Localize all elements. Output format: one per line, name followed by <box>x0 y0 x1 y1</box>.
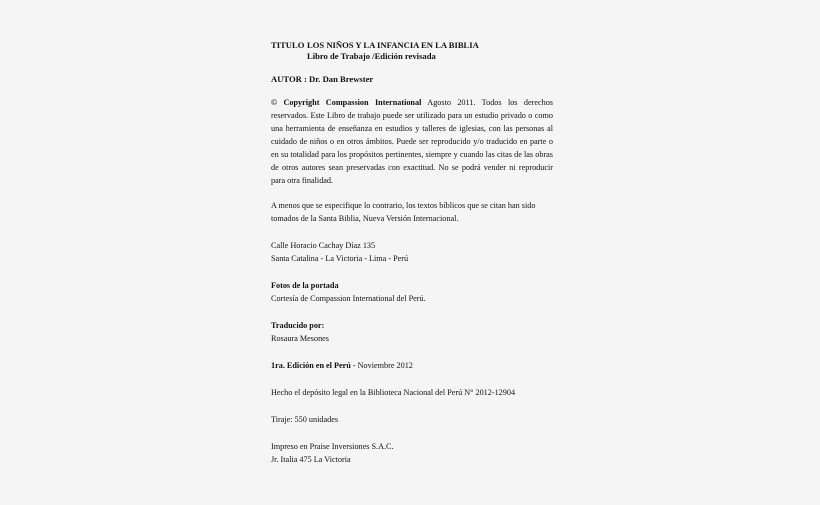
copyright-paragraph <box>271 96 553 187</box>
copyright-text: Agosto 2011. Todos los derechos reservados. Este Libro de trabajo puede ser utilizado para un estudio privado o como una herramienta de enseñanza en estudios y talleres de iglesias, con las personas al cuidado de niños o en otros ámbitos. Puede ser reproducido y/o traducido en parte o en su totalidad para los propósitos pertinentes, siempre y cuando las citas de las obras de otros autores sean preservadas con exactitud. No se podrá vender ni reproducir para otra finalidad. <box>271 98 553 185</box>
address-block <box>271 239 553 265</box>
printer-line-1: Impreso en Praise Inversiones S.A.C. <box>271 442 394 451</box>
copyright-page-content <box>271 40 553 466</box>
copyright-holder: © Copyright Compassion International <box>271 98 422 107</box>
edition-date: - Noviembre 2012 <box>350 361 413 370</box>
photos-heading: Fotos de la portada <box>271 281 339 290</box>
author-line: AUTOR : Dr. Dan Brewster <box>271 74 374 84</box>
bible-note: A menos que se especifique lo contrario, los textos bíblicos que se citan han sido tomados de la Santa Biblia, Nueva Versión Internacional. <box>271 201 536 223</box>
photos-block <box>271 279 553 305</box>
printer-line-2: Jr. Italia 475 La Victoria <box>271 455 351 464</box>
address-line-2: Santa Catalina - La Victoria - Lima - Perú <box>271 254 409 263</box>
address-line-1: Calle Horacio Cachay Díaz 135 <box>271 241 376 250</box>
edition-label: 1ra. Edición en el Perú <box>271 361 351 370</box>
title-row <box>271 40 553 51</box>
legal-deposit: Hecho el depósito legal en la Biblioteca Nacional del Perú N° 2012-12904 <box>271 388 516 397</box>
print-run: Tiraje: 550 unidades <box>271 415 339 424</box>
printer-block <box>271 440 553 466</box>
translation-block <box>271 319 553 345</box>
book-title: LOS NIÑOS Y LA INFANCIA EN LA BIBLIA <box>307 40 479 50</box>
edition-block <box>271 359 553 372</box>
photos-credit: Cortesía de Compassion International del Perú. <box>271 294 426 303</box>
translator-name: Rosaura Mesones <box>271 334 329 343</box>
title-label: TITULO <box>271 40 305 50</box>
book-subtitle: Libro de Trabajo /Edición revisada <box>307 51 436 61</box>
translated-heading: Traducido por: <box>271 321 325 330</box>
